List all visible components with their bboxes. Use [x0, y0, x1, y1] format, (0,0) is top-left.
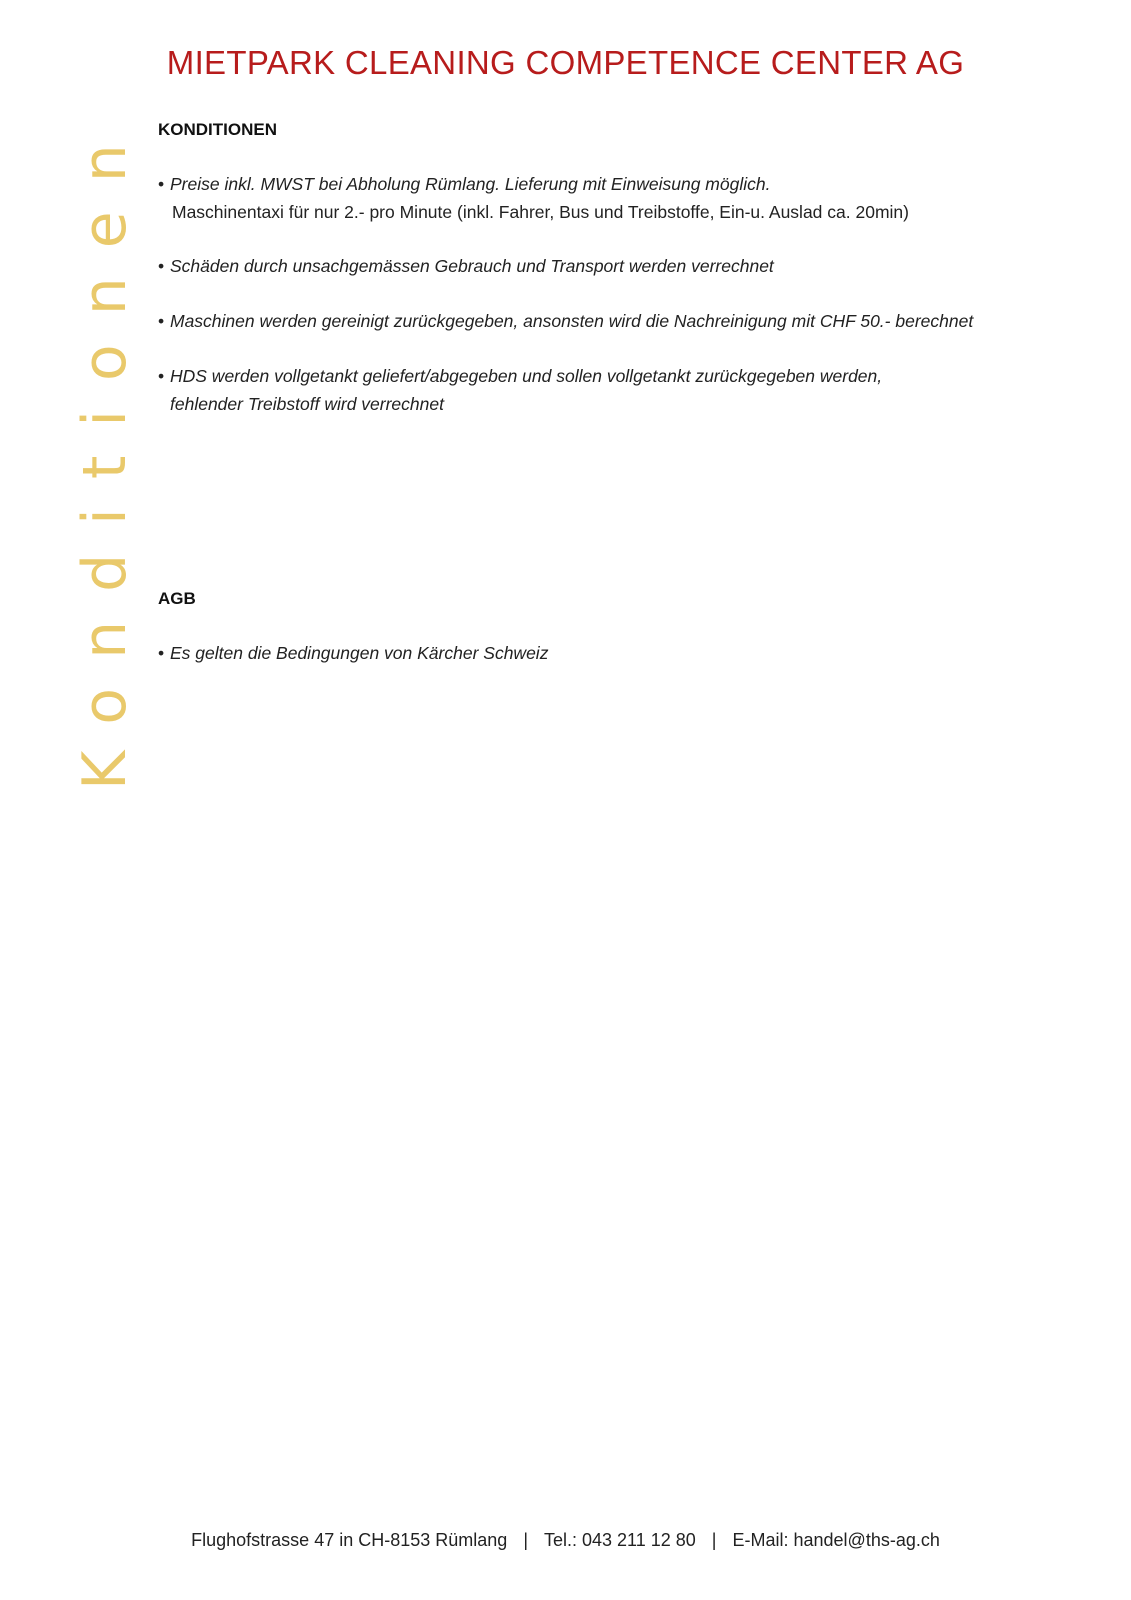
footer-separator: |: [523, 1530, 528, 1550]
bullet-dot: •: [158, 643, 165, 663]
konditionen-heading: KONDITIONEN: [158, 120, 277, 139]
footer-phone: Tel.: 043 211 12 80: [544, 1530, 696, 1550]
list-item-text: Schäden durch unsachgemässen Gebrauch und Transport werden verrechnet: [170, 256, 774, 276]
list-item-text: HDS werden vollgetankt geliefert/abgegeben und sollen vollgetankt zurückgegeben werden,: [170, 366, 883, 386]
footer-email[interactable]: E-Mail: handel@ths-ag.ch: [732, 1530, 940, 1550]
list-item: [158, 639, 548, 667]
list-item: [158, 362, 882, 418]
footer-address: Flughofstrasse 47 in CH-8153 Rümlang: [191, 1530, 508, 1550]
bullet-dot: •: [158, 174, 165, 194]
bullet-dot: •: [158, 366, 165, 386]
list-item: [158, 252, 774, 280]
footer-contact: [0, 1530, 1131, 1551]
list-item: [158, 170, 909, 226]
list-item-text-continued: fehlender Treibstoff wird verrechnet: [170, 394, 444, 414]
list-item-text-continued: Maschinentaxi für nur 2.- pro Minute (inkl. Fahrer, Bus und Treibstoffe, Ein-u. Auslad ca. 20min): [172, 202, 909, 222]
vertical-section-label: Konditionen: [70, 115, 140, 790]
footer-separator: |: [711, 1530, 717, 1550]
bullet-dot: •: [158, 256, 165, 276]
list-item-text: Maschinen werden gereinigt zurückgegeben, ansonsten wird die Nachreinigung mit CHF 50.- berechnet: [170, 311, 974, 331]
list-item-text: Es gelten die Bedingungen von Kärcher Schweiz: [170, 643, 549, 663]
bullet-dot: •: [158, 311, 165, 331]
list-item: [158, 307, 973, 335]
company-title: MIETPARK CLEANING COMPETENCE CENTER AG: [166, 44, 965, 81]
agb-heading: AGB: [158, 589, 196, 608]
list-item-text: Preise inkl. MWST bei Abholung Rümlang. Lieferung mit Einweisung möglich.: [170, 174, 771, 194]
